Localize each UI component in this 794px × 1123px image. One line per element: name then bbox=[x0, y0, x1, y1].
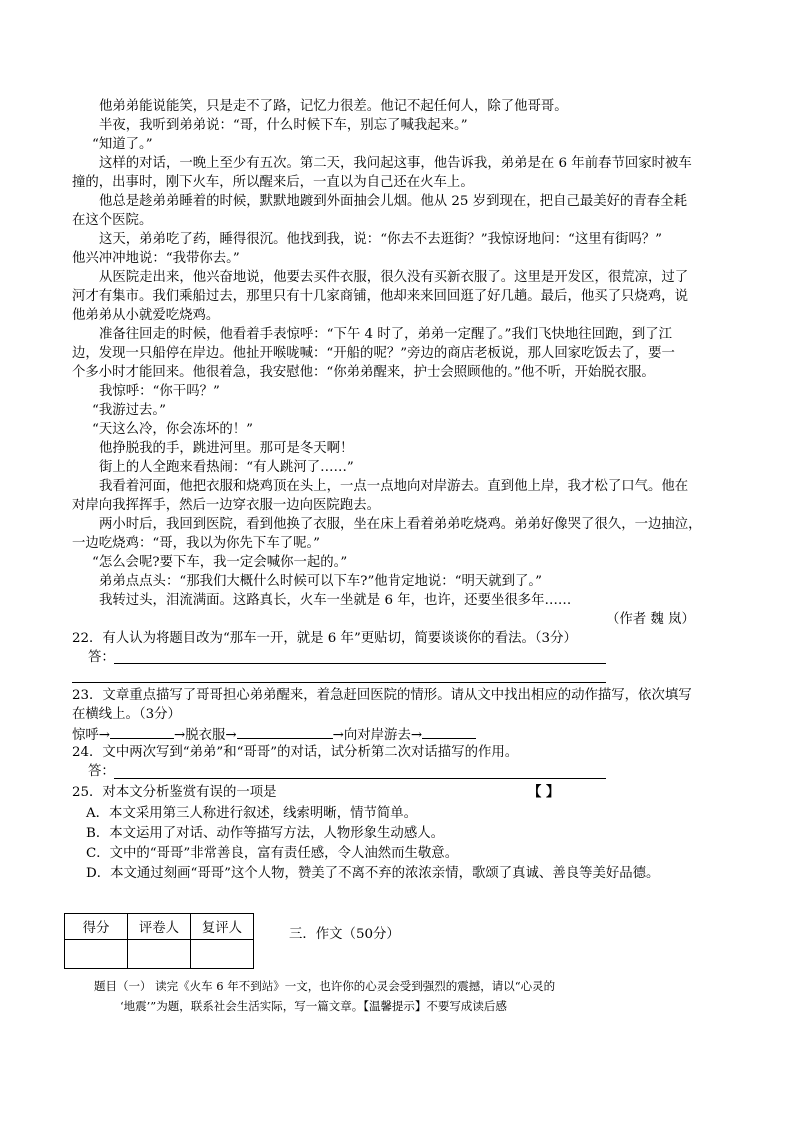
story-text: 街上的人全跑来看热闹：“有人跳河了……” bbox=[99, 460, 354, 475]
score-header: 得分 bbox=[65, 914, 128, 940]
question-23: 在横线上。（3分） bbox=[72, 707, 181, 722]
story-text: 撞的，出事时，刚下火车，所以醒来后，一直以为自己还在火车上。 bbox=[72, 175, 474, 190]
story-text: 他兴冲冲地说：“我带你去。” bbox=[72, 251, 240, 266]
story-text: 从医院走出来，他兴奋地说，他要去买件衣服，很久没有买新衣服了。这里是开发区，很荒凉，过了 bbox=[99, 270, 689, 285]
answer-label: 答： bbox=[88, 764, 115, 779]
chain-step-2: 脱衣服 bbox=[185, 728, 226, 743]
chain-blank-3[interactable] bbox=[237, 724, 333, 739]
answer-label: 答： bbox=[88, 650, 115, 665]
chain-blank-1[interactable] bbox=[110, 724, 174, 739]
story-text: “天这么冷，你会冻坏的！” bbox=[92, 422, 253, 437]
story-text: 他总是趁弟弟睡着的时候，默默地踱到外面抽会儿烟。他从 25 岁到现在，把自己最美好的青春全耗 bbox=[99, 194, 687, 209]
answer-line-22a[interactable] bbox=[114, 663, 606, 664]
question-25: 25．对本文分析鉴赏有误的一项是 bbox=[72, 785, 277, 800]
arrow-icon: → bbox=[332, 728, 344, 743]
arrow-icon: → bbox=[410, 728, 423, 743]
story-text: 弟弟点点头：“那我们大概什么时候可以下车?”他肯定地说：“明天就到了。” bbox=[99, 574, 542, 589]
reviewer-header: 复评人 bbox=[191, 914, 254, 940]
story-text: 对岸向我挥挥手，然后一边穿衣服一边向医院跑去。 bbox=[72, 498, 380, 513]
story-text: 两小时后，我回到医院，看到他换了衣服，坐在床上看着弟弟吃烧鸡。弟弟好像哭了很久，一边抽泣， bbox=[99, 517, 702, 532]
story-text: 在这个医院。 bbox=[72, 213, 153, 228]
story-text: 半夜，我听到弟弟说：“哥，什么时候下车，别忘了喊我起来。” bbox=[99, 118, 468, 133]
chain-blank-5[interactable] bbox=[422, 724, 476, 739]
story-text: 河才有集市。我们乘船过去，那里只有十几家商铺，他却来来回回逛了好几趟。最后，他买了只烧鸡，说 bbox=[72, 289, 688, 304]
story-text: 个多小时才能回来。他很着急，我安慰他：“你弟弟醒来，护士会照顾他的。”他不听，开始脱衣服。 bbox=[72, 365, 655, 380]
story-text: 边，发现一只船停在岸边。他扯开喉咙喊：“开船的呢？”旁边的商店老板说，那人回家吃饭去了，要一 bbox=[72, 346, 675, 361]
story-text: 他弟弟从小就爱吃烧鸡。 bbox=[72, 308, 220, 323]
story-text: 这样的对话，一晚上至少有五次。第二天，我问起这事，他告诉我，弟弟是在 6 年前春节回家时被车 bbox=[99, 156, 692, 171]
story-text: “知道了。” bbox=[92, 137, 153, 152]
author-credit: （作者 魏 岚） bbox=[606, 612, 695, 627]
option-b: B．本文运用了对话、动作等描写方法，人物形象生动感人。 bbox=[86, 826, 444, 841]
reviewer-cell[interactable] bbox=[191, 940, 254, 969]
essay-prompt: 题目（一） 读完《火车 6 年不到站》一文，也许你的心灵会受到强烈的震撼，请以“心灵的 bbox=[94, 979, 556, 993]
story-text: 他挣脱我的手，跳进河里。那可是冬天啊！ bbox=[99, 441, 354, 456]
score-table bbox=[64, 913, 254, 969]
chain-start: 惊呼 bbox=[72, 728, 99, 743]
story-text: 我看着河面，他把衣服和烧鸡顶在头上，一点一点地向对岸游去。直到他上岸，我才松了口气。他在 bbox=[99, 479, 689, 494]
option-d: D．本文通过刻画“哥哥”这个人物，赞美了不离不弃的浓浓亲情，歌颂了真诚、善良等美好品德。 bbox=[86, 866, 660, 881]
arrow-icon: → bbox=[174, 728, 186, 743]
story-text: 准备往回走的时候，他看着手表惊呼：“下午 4 时了，弟弟一定醒了。”我们飞快地往回跑，到了江 bbox=[99, 327, 673, 342]
story-text: “我游过去。” bbox=[92, 403, 166, 418]
story-text: 我转过头，泪流满面。这路真长，火车一坐就是 6 年，也许，还要坐很多年…… bbox=[99, 593, 572, 608]
arrow-icon: → bbox=[225, 728, 237, 743]
answer-line-22b[interactable] bbox=[72, 682, 606, 683]
score-cell[interactable] bbox=[65, 940, 128, 969]
essay-prompt: ‘地震’”为题，联系社会生活实际，写一篇文章。【温馨提示】不要写成读后感 bbox=[120, 999, 507, 1013]
section-title: 三．作文（50分） bbox=[289, 927, 400, 942]
story-text: 他弟弟能说能笑，只是走不了路，记忆力很差。他记不起任何人，除了他哥哥。 bbox=[99, 99, 568, 114]
action-chain bbox=[72, 724, 476, 745]
grader-header: 评卷人 bbox=[128, 914, 191, 940]
answer-line-24[interactable] bbox=[114, 778, 606, 779]
question-23: 23．文章重点描写了哥哥担心弟弟醒来，着急赶回医院的情形。请从文中找出相应的动作描写，依次填写 bbox=[72, 688, 692, 703]
question-22: 22．有人认为将题目改为“那车一开，就是 6 年”更贴切，简要谈谈你的看法。（3分） bbox=[72, 631, 577, 646]
question-24: 24．文中两次写到“弟弟”和“哥哥”的对话，试分析第二次对话描写的作用。 bbox=[72, 745, 519, 760]
option-c: C．文中的“哥哥”非常善良，富有责任感，令人油然而生敬意。 bbox=[86, 846, 459, 861]
option-a: A．本文采用第三人称进行叙述，线索明晰，情节简单。 bbox=[86, 806, 418, 821]
chain-step-4: 向对岸游去 bbox=[343, 728, 411, 743]
story-text: “怎么会呢?要下车，我一定会喊你一起的。” bbox=[92, 555, 348, 570]
story-text: 这天，弟弟吃了药，睡得很沉。他找到我，说：“你去不去逛街？”我惊讶地问：“这里有街吗？” bbox=[99, 232, 663, 247]
story-text: 我惊呼：“你干吗？” bbox=[99, 384, 220, 399]
grader-cell[interactable] bbox=[128, 940, 191, 969]
answer-bracket[interactable]: 【 】 bbox=[528, 784, 560, 800]
story-text: 一边吃烧鸡：“哥，我以为你先下车了呢。” bbox=[72, 536, 321, 551]
arrow-icon: → bbox=[98, 728, 111, 743]
